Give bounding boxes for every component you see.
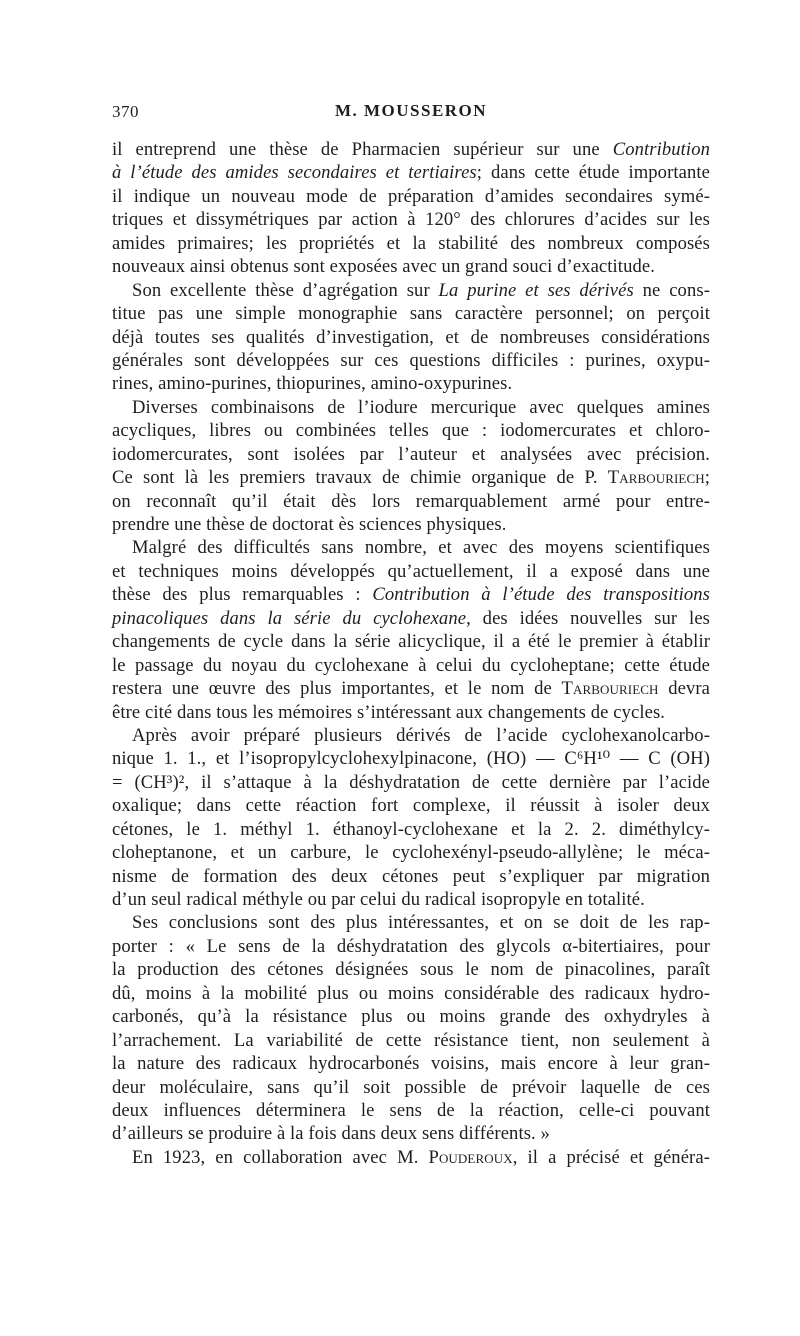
page-header <box>112 98 710 128</box>
text-line: l’arrachement. La variabilité de cette résistance tient, non seulement à <box>112 1029 710 1051</box>
text-line: = (CH³)², il s’attaque à la déshydratation de cette dernière par l’acide <box>112 771 710 793</box>
text-line: thèse des plus remarquables : Contribution à l’étude des transpositions <box>112 584 710 606</box>
text-line: prendre une thèse de doctorat ès sciences physiques. <box>112 514 507 535</box>
text-line: il entreprend une thèse de Pharmacien supérieur sur une Contribution <box>112 139 710 160</box>
text-line: porter : « Le sens de la déshydratation des glycols α-bitertiaires, pour <box>112 935 710 957</box>
body-text <box>112 138 710 1169</box>
text-line: dû, moins à la mobilité plus ou moins considérable des radicaux hydro- <box>112 982 710 1004</box>
text-line: à l’étude des amides secondaires et tertiaires; dans cette étude importante <box>112 162 711 184</box>
text-line: cloheptanone, et un carbure, le cyclohexényl-pseudo-allylène; le méca- <box>112 842 710 864</box>
text-line: changements de cycle dans la série alicyclique, il a été le premier à établir <box>112 631 710 653</box>
text-line: nisme de formation des deux cétones peut s’expliquer par migration <box>112 865 710 887</box>
text-line: nique 1. 1., et l’isopropylcyclohexylpinacone, (HO) — C⁶H¹⁰ — C (OH) <box>112 748 710 770</box>
text-line: et techniques moins développés qu’actuellement, il a exposé dans une <box>112 560 710 582</box>
text-line: titue pas une simple monographie sans caractère personnel; on perçoit <box>112 303 710 325</box>
text-line: la nature des radicaux hydrocarbonés voisins, mais encore à leur gran- <box>112 1053 710 1075</box>
text-line: le passage du noyau du cyclohexane à celui du cycloheptane; cette étude <box>112 654 710 676</box>
text-line: cétones, le 1. méthyl 1. éthanoyl-cyclohexane et la 2. 2. diméthylcy- <box>112 818 710 840</box>
text-line: amides primaires; les propriétés et la stabilité des nombreux composés <box>112 232 710 254</box>
text-line: d’un seul radical méthyle ou par celui du radical isopropyle en totalité. <box>112 889 645 910</box>
running-head: M. MOUSSERON <box>334 101 488 120</box>
text-line: rines, amino-purines, thiopurines, amino-oxypurines. <box>112 373 513 395</box>
text-line: d’ailleurs se produire à la fois dans deux sens différents. » <box>112 1123 550 1145</box>
text-line: la production des cétones désignées sous le nom de pinacolines, paraît <box>112 959 710 981</box>
text-line: deur moléculaire, sans qu’il soit possible de prévoir laquelle de ces <box>112 1076 710 1098</box>
text-line: oxalique; dans cette réaction fort complexe, il réussit à isoler deux <box>112 795 710 817</box>
text-line: être cité dans tous les mémoires s’intéressant aux changements de cycles. <box>112 701 666 723</box>
text-line: Après avoir préparé plusieurs dérivés de l’acide cyclohexanolcarbo- <box>132 724 710 746</box>
text-line: nouveaux ainsi obtenus sont exposées avec un grand souci d’exactitude. <box>112 256 655 278</box>
text-line: carbonés, qu’à la résistance plus ou moins grande des oxhydryles à <box>112 1006 710 1028</box>
text-line: deux influences déterminera le sens de la réaction, celle-ci pouvant <box>112 1099 710 1121</box>
text-line: Diverses combinaisons de l’iodure mercurique avec quelques amines <box>132 396 710 418</box>
text-line: on reconnaît qu’il était dès lors remarquablement armé pour entre- <box>112 490 710 512</box>
text-line: il indique un nouveau mode de préparation d’amides secondaires symé- <box>112 185 710 207</box>
text-line: restera une œuvre des plus importantes, et le nom de Tarbouriech devra <box>112 678 710 700</box>
text-line: pinacoliques dans la série du cyclohexane, des idées nouvelles sur les <box>112 607 711 629</box>
text-line: Ses conclusions sont des plus intéressantes, et on se doit de les rap- <box>132 912 710 934</box>
text-line: iodomercurates, sont isolées par l’auteur et analysées avec précision. <box>112 443 710 465</box>
text-line: déjà toutes ses qualités d’investigation, et de nombreuses considérations <box>112 326 710 348</box>
text-line: triques et dissymétriques par action à 120° des chlorures d’acides sur les <box>112 209 710 231</box>
text-line: Malgré des difficultés sans nombre, et avec des moyens scientifiques <box>132 537 710 559</box>
text-line: acycliques, libres ou combinées telles que : iodomercurates et chloro- <box>112 420 710 442</box>
text-line: Ce sont là les premiers travaux de chimie organique de P. Tarbouriech; <box>112 467 710 489</box>
text-line: générales sont développées sur ces questions difficiles : purines, oxypu- <box>112 349 710 371</box>
text-line: En 1923, en collaboration avec M. Pouderoux, il a précisé et généra- <box>132 1146 710 1168</box>
text-line: Son excellente thèse d’agrégation sur La purine et ses dérivés ne cons- <box>132 279 710 301</box>
page-number: 370 <box>112 102 139 121</box>
